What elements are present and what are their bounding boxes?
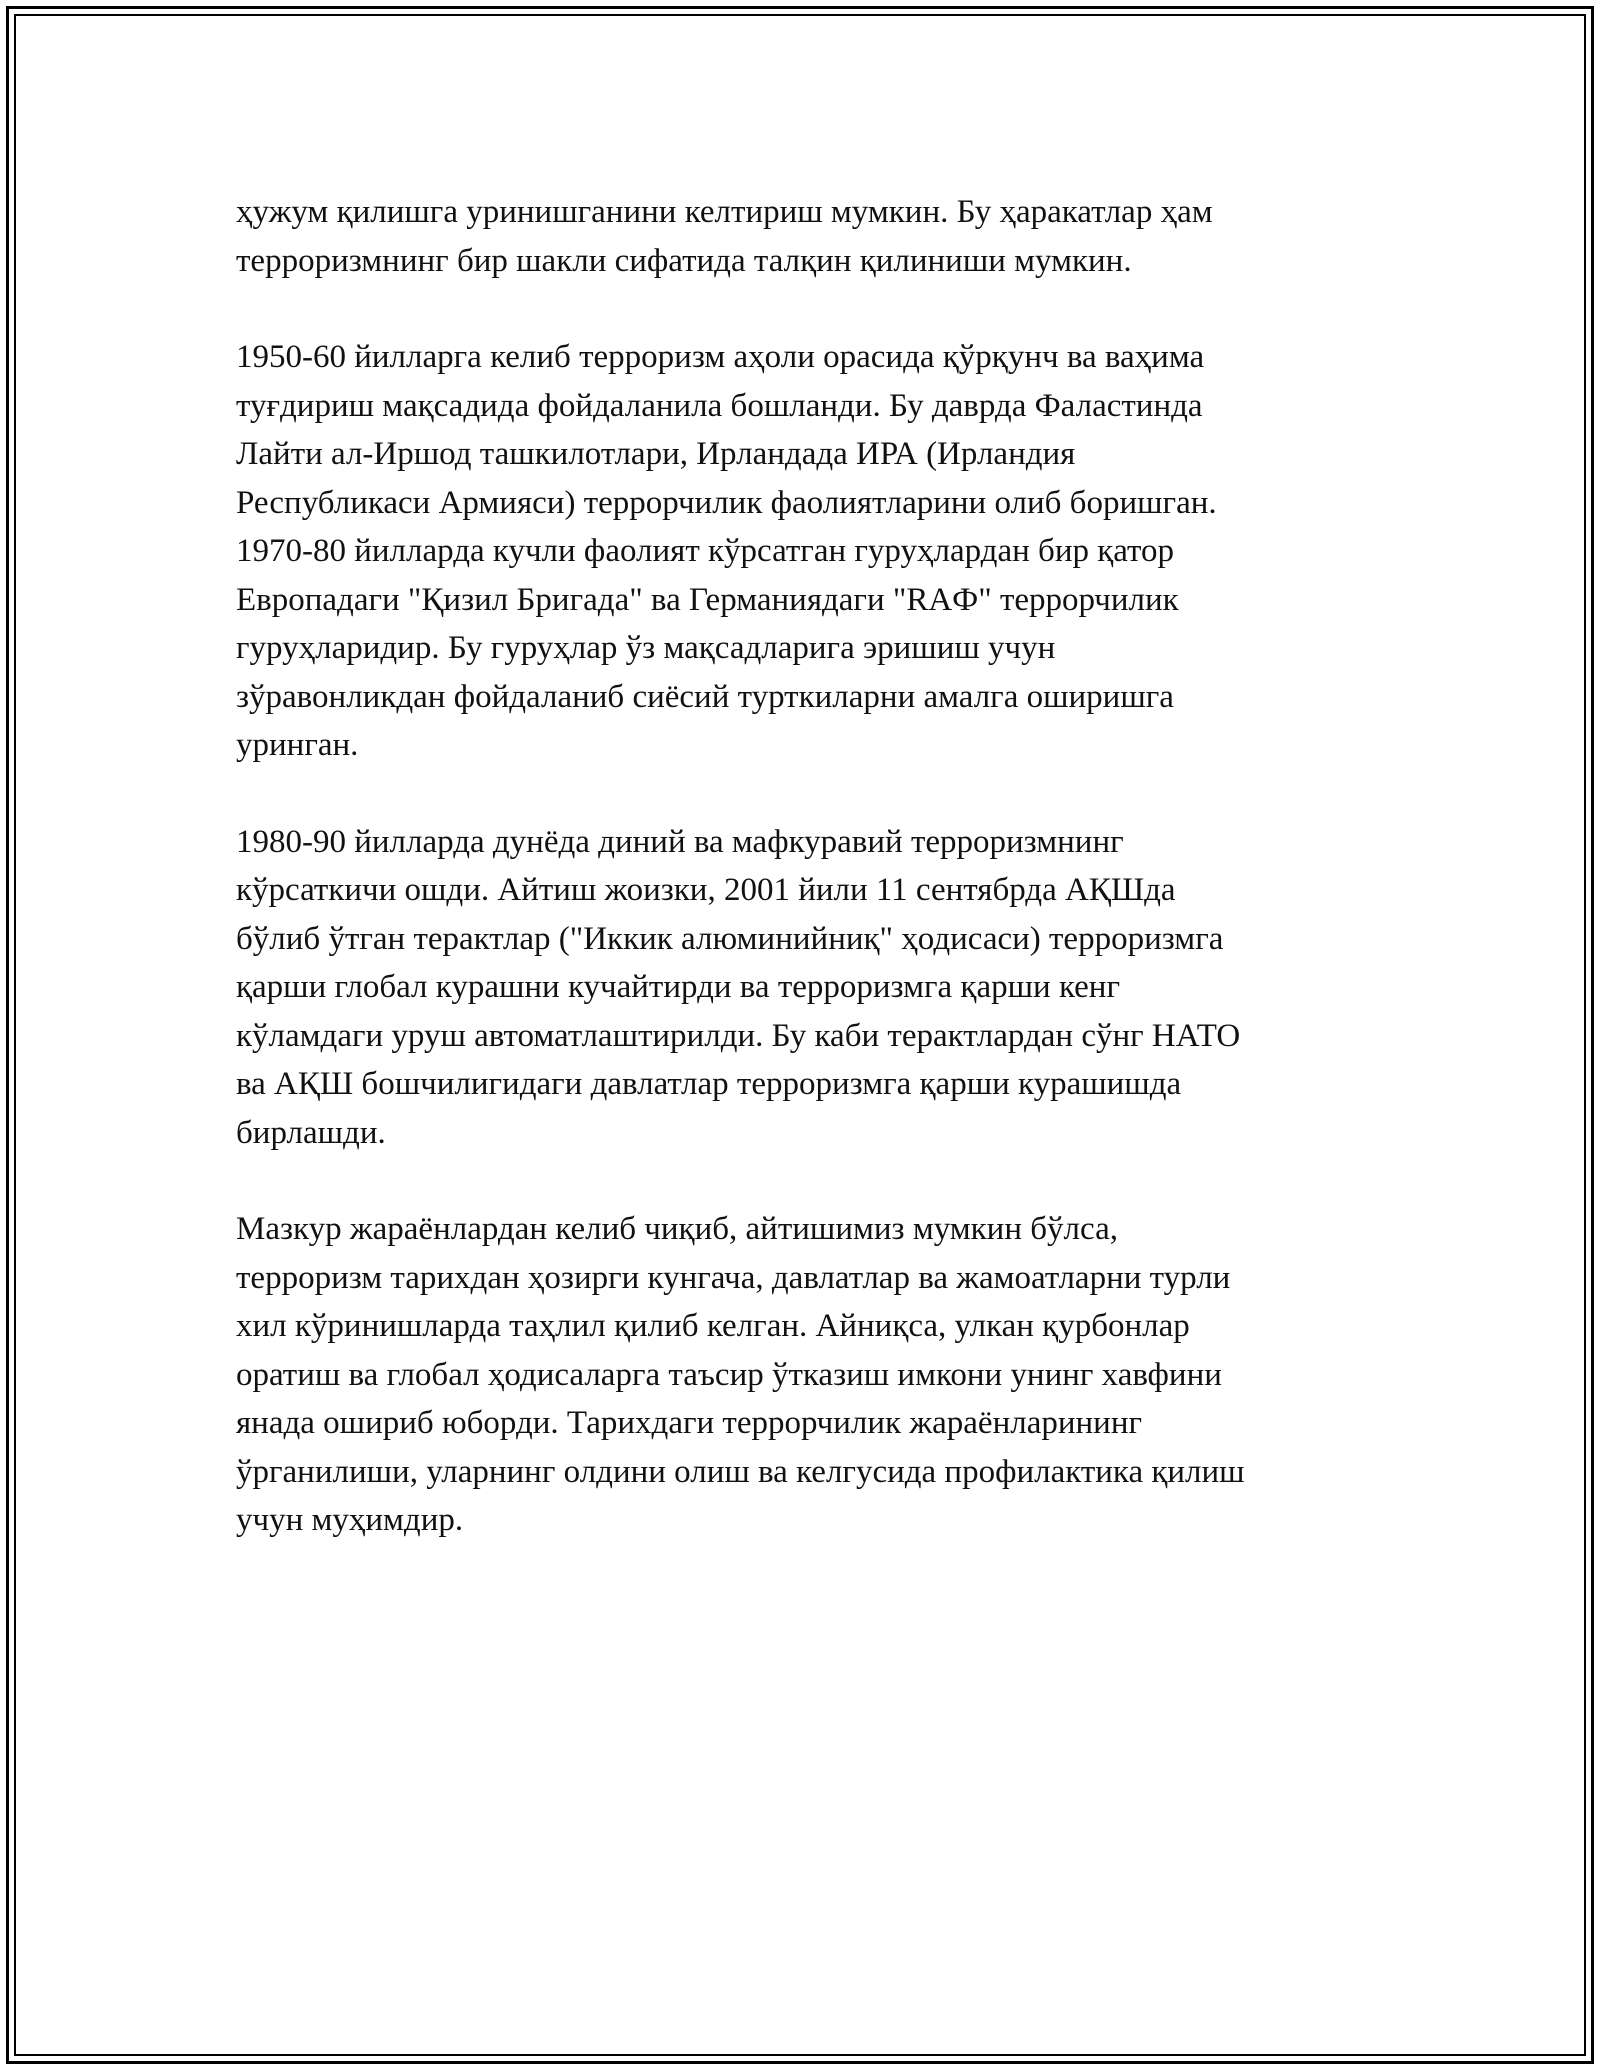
text-line: ўрганилиши, уларнинг олдини олиш ва келгусида профилактика қилиш xyxy=(236,1453,1245,1490)
text-line: 1970-80 йилларда кучли фаолият кўрсатган гуруҳлардан бир қатор xyxy=(236,533,1175,569)
text-line: ва АҚШ бошчилигидаги давлатлар терроризмга қарши курашишда xyxy=(236,1066,1182,1102)
text-line: уринган. xyxy=(236,727,359,763)
text-line: зўравонликдан фойдаланиб сиёсий турткиларни амалга оширишга xyxy=(236,678,1174,715)
text-line: 1950-60 йилларга келиб терроризм аҳоли орасида қўрқунч ва ваҳима xyxy=(236,339,1205,375)
text-line: оратиш ва глобал ҳодисаларга таъсир ўтказиш имкони унинг хавфини xyxy=(236,1356,1222,1393)
paragraph-1 xyxy=(236,188,1386,285)
document-body xyxy=(236,188,1386,1593)
paragraph-4 xyxy=(236,1205,1386,1545)
text-line: янада ошириб юборди. Тарихдаги террорчилик жараёнларининг xyxy=(236,1405,1143,1441)
text-line: хил кўринишларда таҳлил қилиб келган. Айниқса, улкан қурбонлар xyxy=(236,1308,1190,1344)
text-line: кўрсаткичи ошди. Айтиш жоизки, 2001 йили 11 сентябрда АҚШда xyxy=(236,872,1176,908)
text-line: гуруҳларидир. Бу гуруҳлар ўз мақсадларига эришиш учун xyxy=(236,630,1056,666)
text-line: Европадаги "Қизил Бригада" ва Германиядаги "RAФ" террорчилик xyxy=(236,581,1179,618)
paragraph-2 xyxy=(236,333,1386,770)
text-line: учун муҳимдир. xyxy=(236,1502,464,1538)
text-line: бирлашди. xyxy=(236,1114,386,1151)
text-line: терроризм тарихдан ҳозирги кунгача, давлатлар ва жамоатларни турли xyxy=(236,1259,1231,1296)
text-line: Лайти ал-Иршод ташкилотлари, Ирландада ИРА (Ирландия xyxy=(236,436,1076,472)
text-line: кўламдаги уруш автоматлаштирилди. Бу каби терактлардан сўнг НАТО xyxy=(236,1017,1241,1054)
text-line: бўлиб ўтган терактлар ("Иккик алюминийниқ" ҳодисаси) терроризмга xyxy=(236,920,1224,957)
text-line: туғдириш мақсадида фойдаланила бошланди. Бу даврда Фаластинда xyxy=(236,387,1203,424)
text-line: Республикаси Армияси) террорчилик фаолиятларини олиб боришган. xyxy=(236,484,1217,521)
text-line: ҳужум қилишга уринишганини келтириш мумкин. Бу ҳаракатлар ҳам xyxy=(236,194,1213,230)
text-line: қарши глобал курашни кучайтирди ва терроризмга қарши кенг xyxy=(236,969,1120,1005)
paragraph-3 xyxy=(236,818,1386,1158)
text-line: Мазкур жараёнлардан келиб чиқиб, айтишимиз мумкин бўлса, xyxy=(236,1211,1118,1247)
text-line: терроризмнинг бир шакли сифатида талқин қилиниши мумкин. xyxy=(236,242,1132,279)
text-line: 1980-90 йилларда дунёда диний ва мафкуравий терроризмнинг xyxy=(236,823,1124,860)
